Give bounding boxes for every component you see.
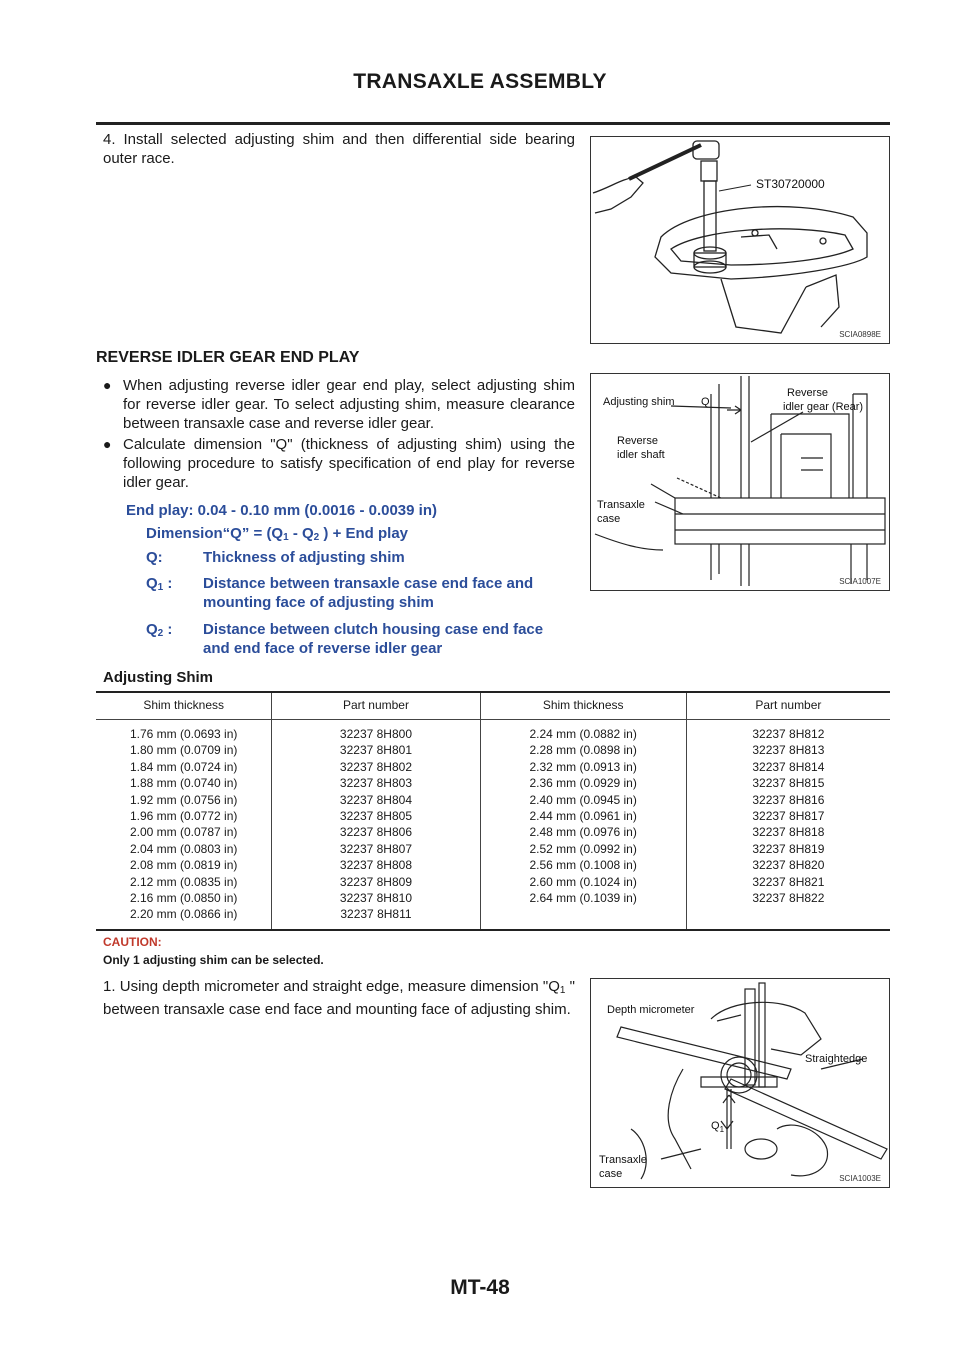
table-cell: 1.88 mm (0.0740 in): [129, 776, 238, 791]
table-cell: 2.28 mm (0.0898 in): [529, 743, 637, 758]
formula-subscript-1: 1: [283, 532, 289, 543]
table-header-cell: Shim thickness: [480, 692, 686, 720]
q2-colon: :: [163, 621, 173, 638]
q-definition: Thickness of adjusting shim: [203, 549, 405, 566]
page-title: TRANSAXLE ASSEMBLY: [353, 70, 607, 93]
figure-2-label-reverse-idler-gear-1: Reverse: [787, 387, 828, 399]
table-cell: 32237 8H801: [339, 743, 412, 758]
figure-3-label-straightedge: Straightedge: [805, 1053, 868, 1065]
step-1-text-b: " between transaxle case end face and mounting face of adjusting shim.: [103, 978, 575, 1018]
figure-1-drawing: [591, 137, 889, 343]
table-cell: 32237 8H815: [752, 776, 825, 791]
bullet-icon: ●: [103, 436, 112, 452]
table-cell: 32237 8H803: [339, 776, 412, 791]
table-cell: 2.12 mm (0.0835 in): [129, 874, 238, 889]
caution-text: Only 1 adjusting shim can be selected.: [103, 953, 324, 967]
table-header-cell: Shim thickness: [96, 692, 272, 720]
table-cell: 1.92 mm (0.0756 in): [129, 792, 238, 807]
table-header-row: [96, 692, 890, 720]
figure-3-label-depth-micrometer: Depth micrometer: [607, 1004, 695, 1016]
q1-label: [146, 574, 172, 597]
figure-reverse-idler: [590, 373, 890, 591]
bullet-item: [103, 376, 575, 433]
table-cell: 32237 8H804: [339, 792, 412, 807]
figure-3-label-q-letter: Q: [711, 1120, 720, 1132]
bullet-text-2: Calculate dimension "Q" (thickness of adjusting shim) using the following procedure to satisfy specification of end play for reverse idler gear.: [123, 436, 575, 491]
figure-3-code: SCIA1003E: [839, 1174, 881, 1183]
table-cell: 2.44 mm (0.0961 in): [529, 809, 637, 824]
figure-depth-micrometer: [590, 978, 890, 1188]
table-cell: 2.60 mm (0.1024 in): [529, 874, 637, 889]
table-cell: 32237 8H812: [752, 727, 825, 741]
formula-subscript-2: 2: [313, 532, 320, 543]
q2-subscript: 2: [157, 628, 164, 639]
figure-2-label-transaxle-case-2: case: [597, 513, 621, 525]
table-title: Adjusting Shim: [103, 669, 213, 686]
q2-letter: Q: [146, 621, 158, 638]
formula-part-a: Dimension“Q” = (Q: [146, 525, 284, 542]
table-col-shim-thickness-1: [96, 720, 272, 930]
table-cell: 32237 8H811: [340, 907, 412, 922]
shim-table: [96, 691, 890, 931]
table-cell: 2.04 mm (0.0803 in): [129, 841, 238, 856]
bullet-item: [103, 435, 575, 492]
section-heading: REVERSE IDLER GEAR END PLAY: [96, 349, 360, 366]
table-col-part-number-2: [686, 720, 890, 930]
table-cell: 2.00 mm (0.0787 in): [129, 825, 238, 840]
table-cell: 32237 8H820: [752, 858, 825, 873]
table-row: [96, 720, 890, 930]
q1-colon: :: [163, 575, 173, 592]
table-cell: 32237 8H822: [752, 891, 825, 906]
table-cell: 2.08 mm (0.0819 in): [129, 858, 238, 873]
table-cell: 32237 8H816: [752, 792, 825, 807]
q2-definition: Distance between clutch housing case end face and end face of reverse idler gear: [203, 621, 544, 657]
table-col-shim-thickness-2: [480, 720, 686, 930]
end-play-spec: End play: 0.04 - 0.10 mm (0.0016 - 0.0039 in): [126, 502, 437, 519]
figure-1-code: SCIA0898E: [839, 330, 881, 339]
table-cell: 2.64 mm (0.1039 in): [529, 891, 637, 906]
table-cell: 1.96 mm (0.0772 in): [129, 809, 238, 824]
page-number: MT-48: [450, 1276, 510, 1299]
q1-definition: Distance between transaxle case end face and mounting face of adjusting shim: [203, 575, 534, 611]
figure-2-label-reverse-idler-shaft-1: Reverse: [617, 435, 658, 447]
table-cell: 32237 8H802: [339, 759, 412, 774]
figure-3-label-q-subscript: 1: [719, 1125, 725, 1134]
table-col-part-number-1: [272, 720, 480, 930]
shim-table-wrap: [96, 691, 890, 931]
table-cell: 32237 8H817: [752, 809, 825, 824]
table-cell: 2.20 mm (0.0866 in): [129, 907, 238, 922]
table-cell: 2.24 mm (0.0882 in): [529, 727, 637, 741]
figure-2-drawing: [591, 374, 889, 590]
table-cell: 2.56 mm (0.1008 in): [529, 858, 637, 873]
bullet-text-1: When adjusting reverse idler gear end play, select adjusting shim for reverse idler gear. To select adjusting shim, measure clearance between transaxle case and reverse idler gear.: [123, 377, 575, 432]
table-cell: 32237 8H818: [752, 825, 825, 840]
figure-2-label-adjusting-shim: Adjusting shim: [603, 396, 675, 408]
table-cell: 32237 8H800: [339, 727, 412, 741]
table-cell: 2.52 mm (0.0992 in): [529, 841, 637, 856]
figure-2-code: SCIA1007E: [839, 577, 881, 586]
table-cell: 32237 8H808: [339, 858, 412, 873]
table-cell: 32237 8H821: [752, 874, 825, 889]
table-cell: 32237 8H805: [339, 809, 412, 824]
figure-3-drawing: [591, 979, 889, 1187]
figure-2-label-reverse-idler-gear-2: idler gear (Rear): [783, 401, 864, 413]
step-4-text: 4. Install selected adjusting shim and then differential side bearing outer race.: [103, 131, 575, 167]
table-cell: 2.16 mm (0.0850 in): [129, 891, 238, 906]
figure-2-label-transaxle-case-1: Transaxle: [597, 499, 645, 511]
table-cell: 32237 8H810: [339, 891, 412, 906]
table-cell: 1.80 mm (0.0709 in): [129, 743, 238, 758]
formula-part-c: ) + End play: [319, 525, 409, 542]
table-cell: 32237 8H814: [752, 759, 825, 774]
step-1-text: [103, 977, 575, 1019]
header-rule: [96, 122, 890, 125]
table-cell: 32237 8H819: [752, 841, 825, 856]
table-header-cell: Part number: [272, 692, 480, 720]
table-cell: 1.76 mm (0.0693 in): [129, 727, 238, 741]
q1-subscript: 1: [157, 582, 164, 593]
bullet-icon: ●: [103, 377, 112, 393]
step-1-text-a: 1. Using depth micrometer and straight edge, measure dimension "Q: [103, 978, 560, 995]
q-label: Q:: [146, 549, 163, 566]
figure-3-label-transaxle-case-1: Transaxle: [599, 1154, 647, 1166]
table-cell: 2.40 mm (0.0945 in): [529, 792, 637, 807]
q2-label: [146, 620, 172, 643]
table-cell: 32237 8H809: [339, 874, 412, 889]
table-cell: 32237 8H806: [339, 825, 412, 840]
table-cell: 32237 8H813: [752, 743, 825, 758]
figure-1-label-tool: ST30720000: [756, 177, 825, 191]
q1-letter: Q: [146, 575, 158, 592]
table-cell: 2.32 mm (0.0913 in): [529, 759, 637, 774]
step-1-subscript: 1: [559, 985, 566, 996]
figure-3-label-transaxle-case-2: case: [599, 1168, 623, 1180]
figure-2-label-reverse-idler-shaft-2: idler shaft: [617, 449, 665, 461]
table-cell: 2.48 mm (0.0976 in): [529, 825, 637, 840]
formula-part-b: - Q: [288, 525, 314, 542]
table-cell: 2.36 mm (0.0929 in): [529, 776, 637, 791]
dimension-formula: [146, 524, 408, 547]
figure-2-label-q: Q: [701, 396, 710, 408]
caution-label: CAUTION:: [103, 935, 162, 949]
table-cell: 1.84 mm (0.0724 in): [129, 759, 238, 774]
table-header-cell: Part number: [686, 692, 890, 720]
table-cell: 32237 8H807: [339, 841, 412, 856]
figure-tool-install: [590, 136, 890, 344]
